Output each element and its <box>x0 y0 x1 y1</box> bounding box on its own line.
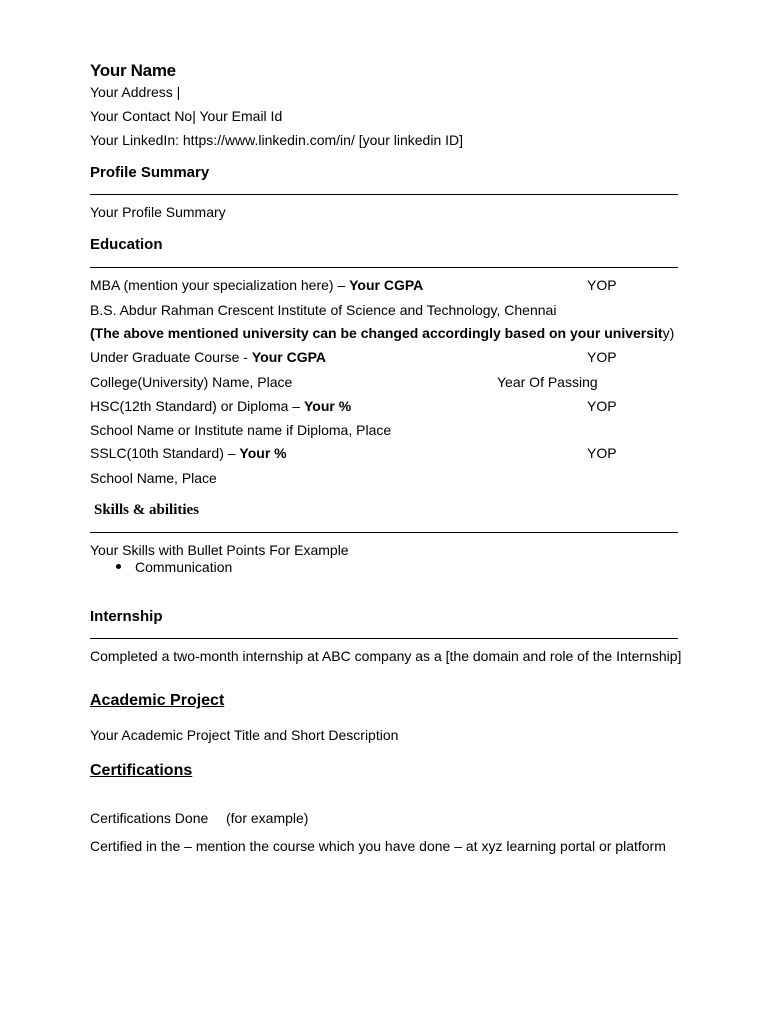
academic-project-text: Your Academic Project Title and Short Description <box>90 727 399 743</box>
contact-line: Your Contact No| Your Email Id <box>90 108 283 124</box>
hsc-line <box>90 398 351 414</box>
linkedin-line: Your LinkedIn: https://www.linkedin.com/in/ [your linkedin ID] <box>90 132 464 148</box>
university-note-bold: (The above mentioned university can be changed accordingly based on your universit <box>90 325 663 341</box>
college-year: Year Of Passing <box>497 374 598 390</box>
college-line: College(University) Name, Place <box>90 374 293 390</box>
hsc-yop: YOP <box>587 398 617 414</box>
certifications-done-note: (for example) <box>226 810 309 826</box>
skills-intro: Your Skills with Bullet Points For Example <box>90 542 349 558</box>
internship-rule <box>90 638 678 639</box>
skill-item: Communication <box>135 559 233 575</box>
mba-cgpa: Your CGPA <box>349 277 424 293</box>
resume-name: Your Name <box>90 61 176 80</box>
certifications-heading: Certifications <box>90 762 193 779</box>
certifications-text: Certified in the – mention the course which you have done – at xyz learning portal or platform <box>90 838 666 854</box>
bullet-icon <box>116 564 121 569</box>
profile-summary-rule <box>90 194 678 195</box>
education-heading: Education <box>90 236 163 253</box>
university-note-tail: y) <box>662 325 675 341</box>
university-note <box>90 325 674 341</box>
ug-line <box>90 349 326 365</box>
hsc-percent: Your % <box>304 398 352 414</box>
university-line: B.S. Abdur Rahman Crescent Institute of Science and Technology, Chennai <box>90 302 557 318</box>
ug-course: Under Graduate Course - <box>90 349 252 365</box>
hsc-school-line: School Name or Institute name if Diploma, Place <box>90 422 392 438</box>
profile-summary-heading: Profile Summary <box>90 164 210 181</box>
ug-cgpa: Your CGPA <box>251 349 327 365</box>
mba-line <box>90 277 423 293</box>
education-rule <box>90 267 678 268</box>
internship-heading: Internship <box>90 608 163 625</box>
sslc-percent: Your % <box>239 445 287 461</box>
skills-rule <box>90 532 678 533</box>
mba-course: MBA (mention your specialization here) – <box>90 277 350 293</box>
mba-yop: YOP <box>587 277 617 293</box>
hsc-course: HSC(12th Standard) or Diploma – <box>90 398 304 414</box>
ug-yop: YOP <box>587 349 617 365</box>
sslc-school-line: School Name, Place <box>90 470 217 486</box>
academic-project-heading: Academic Project <box>90 692 225 709</box>
profile-summary-text: Your Profile Summary <box>90 204 226 220</box>
certifications-done-label: Certifications Done <box>90 810 209 826</box>
address-line: Your Address | <box>90 84 181 100</box>
sslc-course: SSLC(10th Standard) – <box>90 445 240 461</box>
sslc-line <box>90 445 287 461</box>
sslc-yop: YOP <box>587 445 617 461</box>
internship-text: Completed a two-month internship at ABC company as a [the domain and role of the Internship] <box>90 648 682 664</box>
skills-heading: Skills & abilities <box>94 502 200 518</box>
